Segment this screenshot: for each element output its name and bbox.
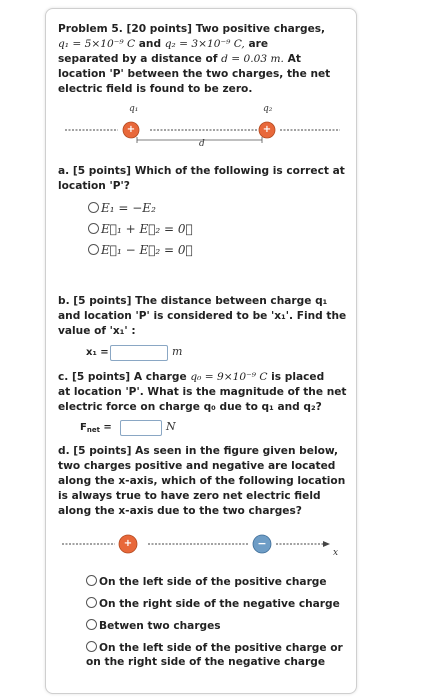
part-d-option-4[interactable]: On the left side of the positive charge or: [86, 641, 343, 655]
part-b-line-2: and location 'P' is considered to be 'x₁'. Find the: [58, 310, 347, 322]
problem-intro: Two positive charges,: [195, 23, 326, 35]
radio-button[interactable]: [86, 575, 97, 586]
problem-line-4: location 'P' between the two charges, the net: [58, 68, 331, 80]
part-d-option-1[interactable]: On the left side of the positive charge: [86, 575, 327, 589]
part-a-line-1: a. [5 points] Which of the following is correct at: [58, 165, 345, 177]
radio-button[interactable]: [86, 597, 97, 608]
part-a-option-3[interactable]: E⃗₁ − E⃗₂ = 0⃗: [88, 243, 193, 257]
distance-label: d: [199, 139, 205, 149]
q2-label: q₂: [263, 104, 273, 114]
separated-text: separated by a distance of: [58, 53, 218, 65]
q2-expression: q₂ = 3×10⁻⁹ C,: [164, 38, 245, 50]
part-c-line-2: at location 'P'. What is the magnitude of the net: [58, 386, 347, 398]
negative-minus-sign: −: [257, 537, 267, 550]
fnet-input-label: $F_{net}$ =: [80, 422, 112, 434]
distance-expression: d = 0.03 m.: [221, 53, 284, 65]
q0-expression: q₀ = 9×10⁻⁹ C: [190, 371, 268, 383]
problem-heading: Problem 5. [20 points]: [58, 23, 192, 35]
are-text: are: [248, 38, 269, 50]
positive-plus-sign: +: [123, 538, 133, 549]
part-d-line-2: two charges positive and negative are located: [58, 460, 336, 472]
q1-plus-sign: +: [126, 124, 136, 135]
part-b-line-1: b. [5 points] The distance between charge q₁: [58, 295, 328, 307]
part-d-line-4: is always true to have zero net electric field: [58, 490, 321, 502]
part-d-line-5: along the x-axis due to the two charges?: [58, 505, 302, 517]
x-axis-label: x: [333, 548, 339, 558]
part-d-option-3[interactable]: Betwen two charges: [86, 619, 221, 633]
q1-expression: q₁ = 5×10⁻⁹ C: [58, 38, 136, 50]
at-text: At: [287, 53, 301, 65]
part-d-line-1: d. [5 points] As seen in the figure given below,: [58, 445, 338, 457]
part-d-line-3: along the x-axis, which of the following location: [58, 475, 346, 487]
part-a-option-2[interactable]: E⃗₁ + E⃗₂ = 0⃗: [88, 222, 193, 236]
x1-unit: m: [172, 345, 183, 358]
part-b-line-3: value of 'x₁' :: [58, 325, 136, 337]
x1-input-label: x₁ =: [86, 347, 109, 358]
radio-button[interactable]: [86, 619, 97, 630]
problem-line-5: electric field is found to be zero.: [58, 83, 253, 95]
part-d-option-2[interactable]: On the right side of the negative charge: [86, 597, 340, 611]
axis-arrowhead: [323, 541, 330, 547]
part-d-option-4-continued: on the right side of the negative charge: [86, 656, 326, 668]
part-c-line-3: electric force on charge q₀ due to q₁ and q₂?: [58, 401, 322, 413]
fnet-unit: N: [166, 420, 176, 433]
part-a-option-1[interactable]: E₁ = −E₂: [88, 201, 156, 215]
q1-label: q₁: [129, 104, 139, 114]
part-a-line-2: location 'P'?: [58, 180, 130, 192]
radio-button[interactable]: [86, 641, 97, 652]
part-c-line-1: c. [5 points] A charge q₀ = 9×10⁻⁹ C is placed: [58, 371, 325, 383]
q2-plus-sign: +: [262, 124, 272, 135]
and-text: and: [138, 38, 162, 50]
